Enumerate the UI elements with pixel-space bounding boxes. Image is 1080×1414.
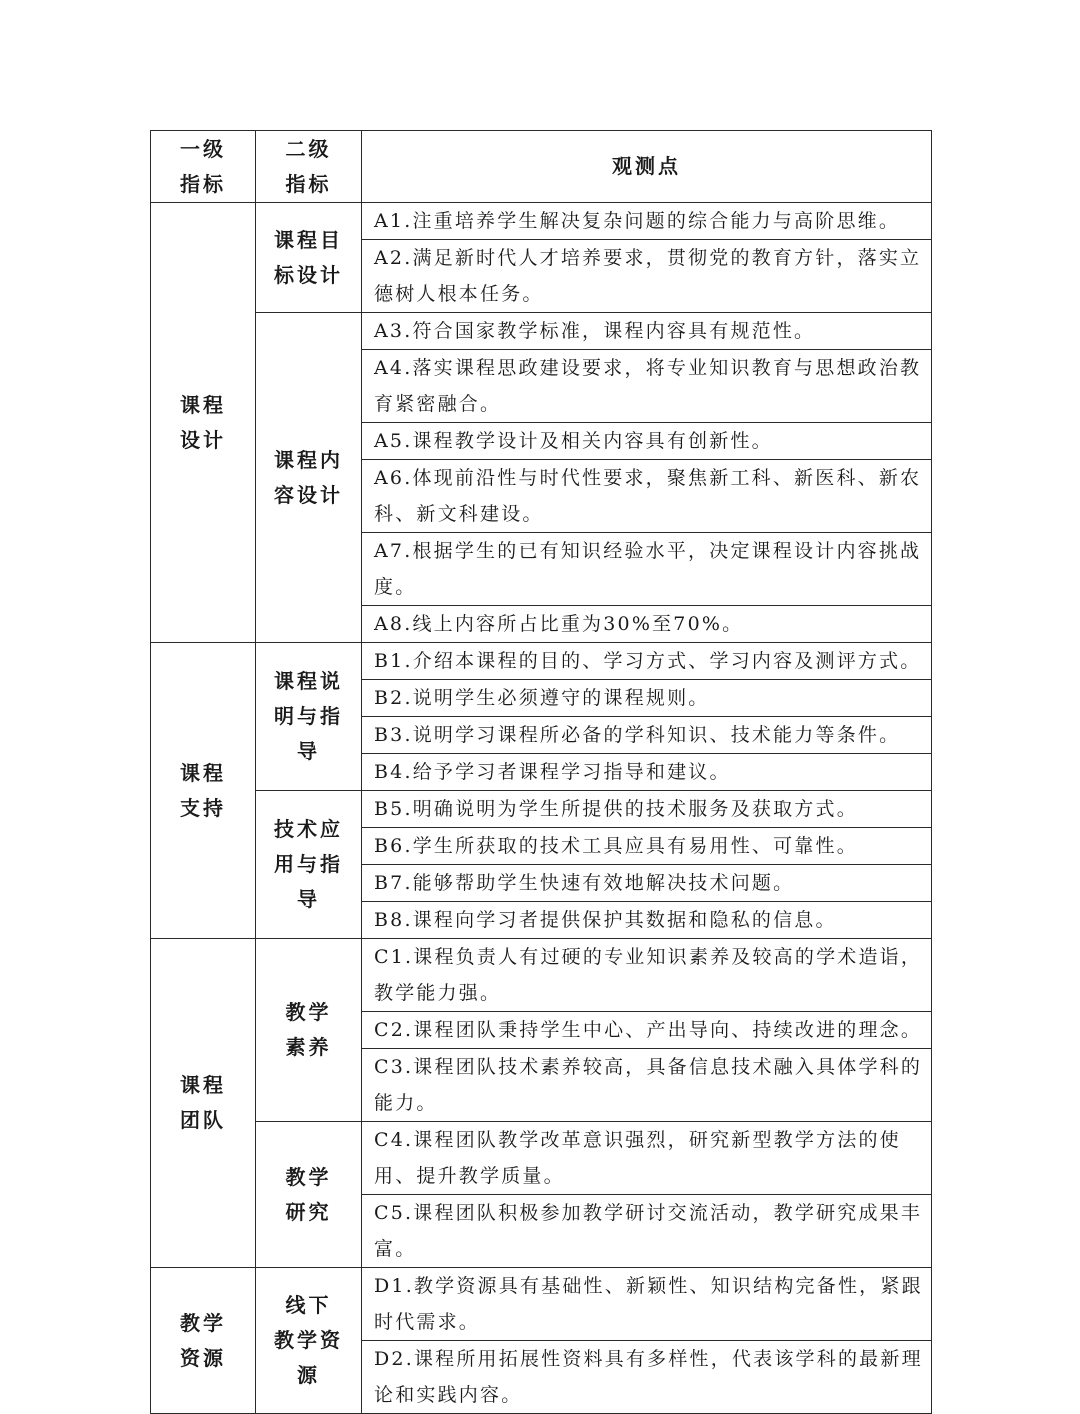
header-observation: 观测点 [362, 131, 932, 203]
observation-point: B6.学生所获取的技术工具应具有易用性、可靠性。 [362, 828, 932, 865]
observation-point: C5.课程团队积极参加教学研讨交流活动，教学研究成果丰 富。 [362, 1195, 932, 1268]
observation-point: B1.介绍本课程的目的、学习方式、学习内容及测评方式。 [362, 643, 932, 680]
observation-point: B2.说明学生必须遵守的课程规则。 [362, 680, 932, 717]
level2-label: 课程目 标设计 [274, 227, 343, 287]
level2-indicator [256, 939, 362, 1122]
observation-point: C3.课程团队技术素养较高，具备信息技术融入具体学科的 能力。 [362, 1049, 932, 1122]
table-row [151, 313, 932, 350]
level1-indicator [151, 203, 256, 643]
level1-label: 教学 资源 [180, 1310, 226, 1370]
observation-point: B8.课程向学习者提供保护其数据和隐私的信息。 [362, 902, 932, 939]
observation-point: A4.落实课程思政建设要求，将专业知识教育与思想政治教 育紧密融合。 [362, 350, 932, 423]
observation-point: C2.课程团队秉持学生中心、产出导向、持续改进的理念。 [362, 1012, 932, 1049]
level2-label: 线下 教学资 源 [274, 1293, 343, 1387]
level2-indicator [256, 791, 362, 939]
table-row [151, 1122, 932, 1195]
level2-indicator [256, 643, 362, 791]
observation-point: B4.给予学习者课程学习指导和建议。 [362, 754, 932, 791]
table-row [151, 203, 932, 240]
level2-label: 课程说 明与指 导 [274, 669, 343, 763]
observation-point: A3.符合国家教学标准，课程内容具有规范性。 [362, 313, 932, 350]
header-level1: 一级 指标 [151, 131, 256, 203]
table-row [151, 939, 932, 1012]
observation-point: A5.课程教学设计及相关内容具有创新性。 [362, 423, 932, 460]
observation-point: D2.课程所用拓展性资料具有多样性，代表该学科的最新理 论和实践内容。 [362, 1341, 932, 1414]
level2-label: 教学 研究 [285, 1164, 332, 1224]
observation-point: A6.体现前沿性与时代性要求，聚焦新工科、新医科、新农 科、新文科建设。 [362, 460, 932, 533]
header-level2: 二级 指标 [256, 131, 362, 203]
header-row [151, 131, 932, 203]
level2-indicator [256, 313, 362, 643]
level2-label: 课程内 容设计 [274, 447, 343, 507]
indicator-table [150, 130, 932, 1414]
observation-point: C1.课程负责人有过硬的专业知识素养及较高的学术造诣， 教学能力强。 [362, 939, 932, 1012]
observation-point: A7.根据学生的已有知识经验水平，决定课程设计内容挑战 度。 [362, 533, 932, 606]
table-row [151, 1268, 932, 1341]
level2-label: 教学 素养 [285, 1000, 332, 1059]
level1-label: 课程 支持 [180, 760, 226, 820]
level2-indicator [256, 203, 362, 313]
level1-indicator [151, 1268, 256, 1414]
level1-indicator [151, 939, 256, 1268]
table-body [151, 203, 932, 1414]
observation-point: B7.能够帮助学生快速有效地解决技术问题。 [362, 865, 932, 902]
level1-label: 课程 设计 [180, 392, 226, 452]
observation-point: A2.满足新时代人才培养要求，贯彻党的教育方针，落实立 德树人根本任务。 [362, 240, 932, 313]
observation-point: B3.说明学习课程所必备的学科知识、技术能力等条件。 [362, 717, 932, 754]
level2-indicator [256, 1268, 362, 1414]
level2-label: 技术应 用与指 导 [274, 817, 343, 911]
observation-point: D1.教学资源具有基础性、新颖性、知识结构完备性，紧跟 时代需求。 [362, 1268, 932, 1341]
observation-point: A8.线上内容所占比重为30%至70%。 [362, 606, 932, 643]
table-row [151, 643, 932, 680]
level1-indicator [151, 643, 256, 939]
level1-label: 课程 团队 [180, 1073, 226, 1132]
observation-point: A1.注重培养学生解决复杂问题的综合能力与高阶思维。 [362, 203, 932, 240]
level2-indicator [256, 1122, 362, 1268]
table-row [151, 791, 932, 828]
observation-point: B5.明确说明为学生所提供的技术服务及获取方式。 [362, 791, 932, 828]
observation-point: C4.课程团队教学改革意识强烈，研究新型教学方法的使 用、提升教学质量。 [362, 1122, 932, 1195]
